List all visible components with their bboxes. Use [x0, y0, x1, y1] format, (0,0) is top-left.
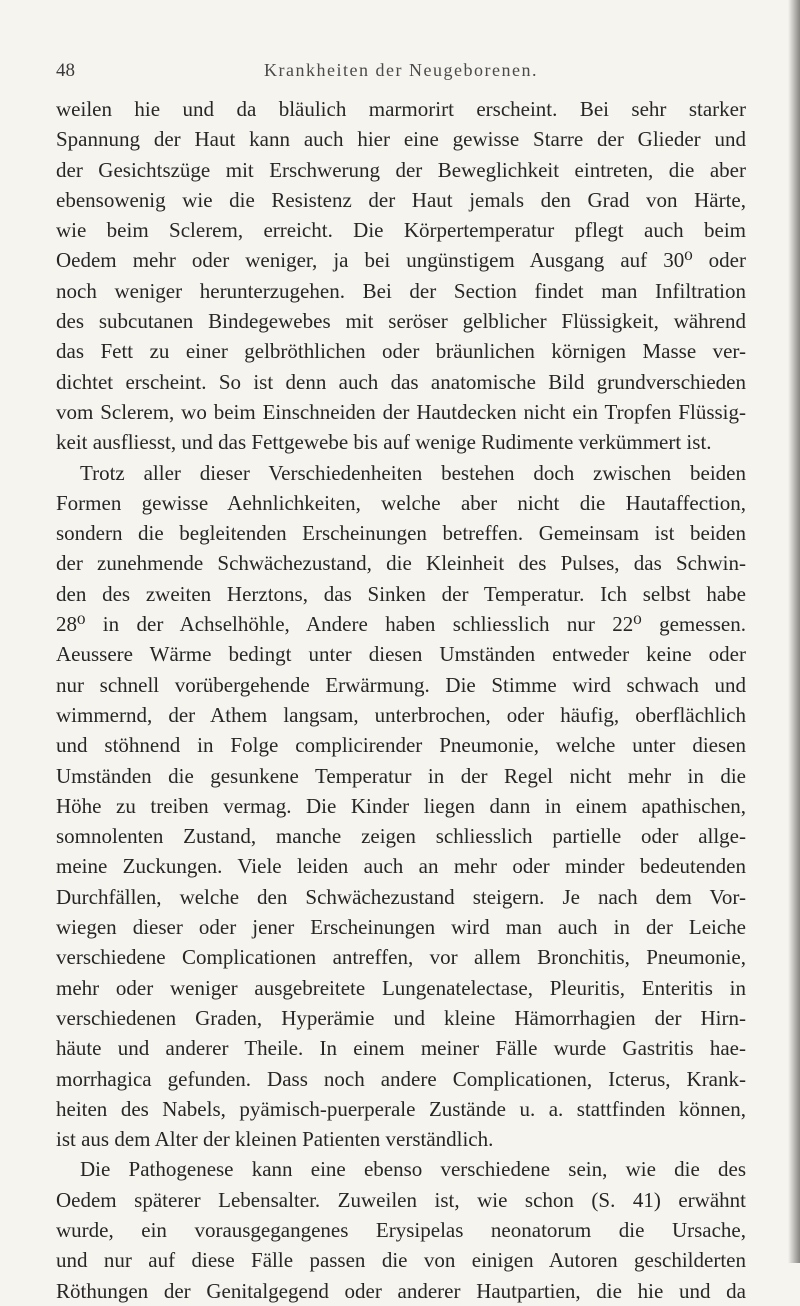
text-line: noch weniger herunterzugehen. Bei der Section findet man Infiltration — [56, 278, 746, 303]
text-line: wie beim Sclerem, erreicht. Die Körpertemperatur pflegt auch beim — [56, 218, 746, 243]
text-line: meine Zuckungen. Viele leiden auch an mehr oder minder bedeutenden — [56, 854, 746, 879]
text-line: Höhe zu treiben vermag. Die Kinder liegen dann in einem apathischen, — [56, 793, 746, 818]
text-line: Aeussere Wärme bedingt unter diesen Umständen entweder keine oder — [56, 642, 746, 667]
text-line: und nur auf diese Fälle passen die von einigen Autoren geschilderten — [56, 1248, 746, 1273]
text-line: Spannung der Haut kann auch hier eine gewisse Starre der Glieder und — [56, 127, 746, 152]
text-line: nur schnell vorübergehende Erwärmung. Die Stimme wird schwach und — [56, 672, 746, 697]
page-header — [56, 60, 746, 86]
page-number: 48 — [56, 60, 75, 81]
text-line: verschiedenen Graden, Hyperämie und kleine Hämorrhagien der Hirn- — [56, 1005, 746, 1030]
text-line: morrhagica gefunden. Dass noch andere Complicationen, Icterus, Krank- — [56, 1066, 746, 1091]
text-line: Umständen die gesunkene Temperatur in der Regel nicht mehr in die — [56, 763, 746, 788]
text-line: wiegen dieser oder jener Erscheinungen wird man auch in der Leiche — [56, 915, 746, 940]
text-line: vom Sclerem, wo beim Einschneiden der Hautdecken nicht ein Tropfen Flüssig- — [56, 399, 746, 424]
body-text — [56, 94, 746, 1306]
text-line: Röthungen der Genitalgegend oder anderer Hautpartien, die hie und da — [56, 1278, 746, 1303]
paragraph-start-line: Trotz aller dieser Verschiedenheiten bestehen doch zwischen beiden — [80, 460, 746, 485]
text-line: 28⁰ in der Achselhöhle, Andere haben schliesslich nur 22⁰ gemessen. — [56, 612, 746, 637]
text-line: dichtet erscheint. So ist denn auch das anatomische Bild grundverschieden — [56, 369, 746, 394]
text-line: Formen gewisse Aehnlichkeiten, welche aber nicht die Hautaffection, — [56, 490, 746, 515]
paragraph-end-line: keit ausfliesst, und das Fettgewebe bis auf wenige Rudimente verkümmert ist. — [56, 430, 712, 455]
running-title: Krankheiten der Neugeborenen. — [264, 60, 538, 80]
text-line: sondern die begleitenden Erscheinungen betreffen. Gemeinsam ist beiden — [56, 521, 746, 546]
page-edge-shadow — [788, 0, 800, 1263]
text-line: Oedem späterer Lebensalter. Zuweilen ist, wie schon (S. 41) erwähnt — [56, 1187, 746, 1212]
text-line: Oedem mehr oder weniger, ja bei ungünstigem Ausgang auf 30⁰ oder — [56, 248, 746, 273]
text-line: den des zweiten Herztons, das Sinken der Temperatur. Ich selbst habe — [56, 581, 746, 606]
text-line: verschiedene Complicationen antreffen, vor allem Bronchitis, Pneumonie, — [56, 945, 746, 970]
text-line: Durchfällen, welche den Schwächezustand steigern. Je nach dem Vor- — [56, 884, 746, 909]
text-line: häute und anderer Theile. In einem meiner Fälle wurde Gastritis hae- — [56, 1036, 746, 1061]
text-line: wurde, ein vorausgegangenes Erysipelas neonatorum die Ursache, — [56, 1217, 746, 1242]
text-line: und stöhnend in Folge complicirender Pneumonie, welche unter diesen — [56, 733, 746, 758]
text-line: der zunehmende Schwächezustand, die Kleinheit des Pulses, das Schwin- — [56, 551, 746, 576]
text-line: ebensowenig wie die Resistenz der Haut jemals den Grad von Härte, — [56, 187, 746, 212]
text-line: wimmernd, der Athem langsam, unterbrochen, oder häufig, oberflächlich — [56, 702, 746, 727]
text-line: mehr oder weniger ausgebreitete Lungenatelectase, Pleuritis, Enteritis in — [56, 975, 746, 1000]
text-line: weilen hie und da bläulich marmorirt erscheint. Bei sehr starker — [56, 97, 746, 121]
text-line: des subcutanen Bindegewebes mit seröser gelblicher Flüssigkeit, während — [56, 309, 746, 334]
text-line: das Fett zu einer gelbröthlichen oder bräunlichen körnigen Masse ver- — [56, 339, 746, 364]
text-line: heiten des Nabels, pyämisch-puerperale Zustände u. a. stattfinden können, — [56, 1096, 746, 1121]
text-line: der Gesichtszüge mit Erschwerung der Beweglichkeit eintreten, die aber — [56, 157, 746, 182]
text-line: somnolenten Zustand, manche zeigen schliesslich partielle oder allge- — [56, 824, 746, 849]
paragraph-end-line: ist aus dem Alter der kleinen Patienten verständlich. — [56, 1127, 494, 1152]
paragraph-start-line: Die Pathogenese kann eine ebenso verschiedene sein, wie die des — [80, 1157, 746, 1182]
